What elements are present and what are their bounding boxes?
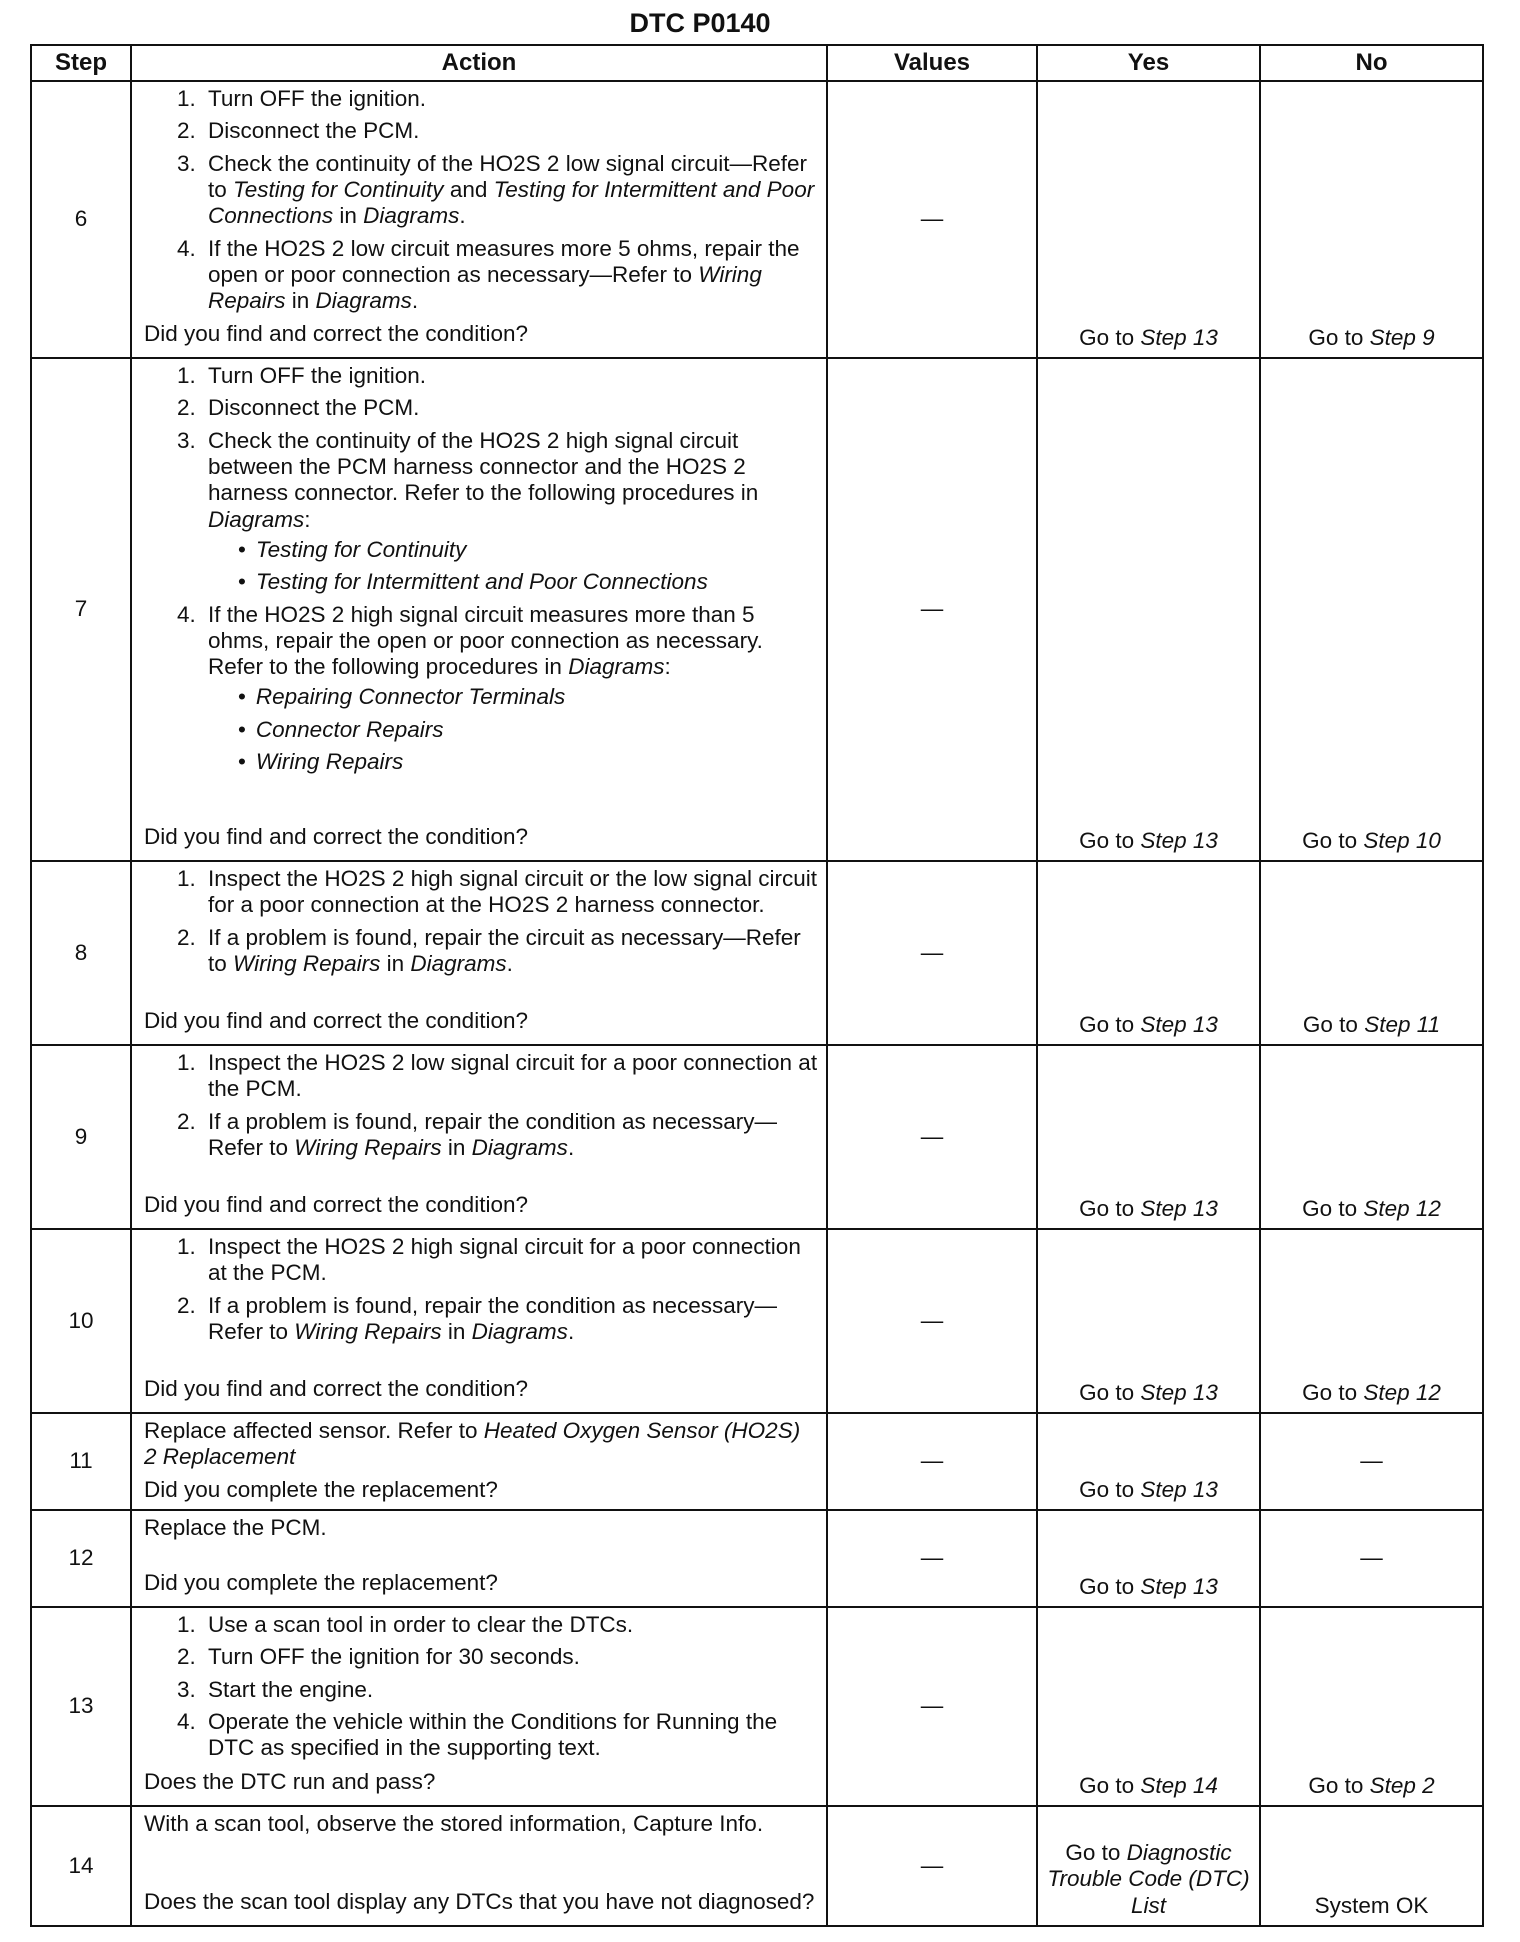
action-step-item: 3. Start the engine. [202,1677,818,1703]
action-step-item: 1. Inspect the HO2S 2 high signal circuit for a poor connection at the PCM. [202,1234,818,1287]
italic-text: Diagrams [363,203,460,229]
italic-text: Diagrams [471,1134,568,1160]
procedure-item: • Connector Repairs [232,717,818,743]
italic-text: Diagrams [315,288,412,314]
step-number: 7 [31,358,131,861]
action-steps [144,363,818,775]
action-question: Did you find and correct the condition? [144,1008,528,1034]
action-step-item: 4. Operate the vehicle within the Conditions for Running the DTC as specified in the supporting text. [202,1709,818,1762]
yes-cell: Go to Step 13 [1037,81,1260,358]
yes-cell: Go to Step 13 [1037,1413,1260,1510]
italic-text: Step 13 [1140,827,1218,853]
no-cell: Go to Step 11 [1260,861,1483,1045]
action-question: Does the scan tool display any DTCs that you have not diagnosed? [144,1889,815,1915]
values-cell: — [827,1510,1037,1607]
action-steps [144,86,818,315]
italic-text: Diagrams [471,1318,568,1344]
step-number: 13 [31,1607,131,1806]
yes-cell: Go to Diagnostic Trouble Code (DTC) List [1037,1806,1260,1926]
no-cell: Go to Step 9 [1260,81,1483,358]
action-step-item [202,602,818,776]
action-step-text: Check the continuity of the HO2S 2 high signal circuit between the PCM harness connector and the HO2S 2 harness connector. Refer to the following procedures in Diagrams: [208,427,759,532]
action-question: Does the DTC run and pass? [144,1768,436,1794]
values-cell: — [827,1607,1037,1806]
action-step-item [202,428,818,596]
action-step-item: 2. Turn OFF the ignition for 30 seconds. [202,1644,818,1670]
step-number: 9 [31,1045,131,1229]
no-cell: Go to Step 2 [1260,1607,1483,1806]
action-step-item: 1. Inspect the HO2S 2 high signal circuit or the low signal circuit for a poor connection at the HO2S 2 harness connector. [202,866,818,919]
action-steps [144,1050,818,1161]
step-number: 11 [31,1413,131,1510]
action-steps [144,1612,818,1762]
table-body [31,81,1483,1926]
document-title: DTC P0140 [629,8,771,38]
action-step-item: 1. Turn OFF the ignition. [202,86,818,112]
action-steps [144,866,818,977]
step-number: 14 [31,1806,131,1926]
action-step-text: If the HO2S 2 high signal circuit measures more than 5 ohms, repair the open or poor connection as necessary. Refer to the following procedures in Diagrams: [208,601,763,680]
yes-cell: Go to Step 13 [1037,1229,1260,1413]
action-question: Did you find and correct the condition? [144,1376,528,1402]
values-cell: — [827,1229,1037,1413]
italic-text: Step 12 [1363,1195,1441,1221]
table-row-step-7 [31,358,1483,861]
no-cell: Go to Step 12 [1260,1229,1483,1413]
table-row-step-14 [31,1806,1483,1926]
italic-text: Diagrams [568,654,665,680]
italic-text: Step 13 [1140,1379,1218,1405]
header-yes: Yes [1037,45,1260,81]
procedure-list [208,684,818,775]
italic-text: Diagrams [208,506,305,532]
action-step-item: 1. Use a scan tool in order to clear the DTCs. [202,1612,818,1638]
table-row-step-12 [31,1510,1483,1607]
action-step-item: 2. Disconnect the PCM. [202,118,818,144]
italic-text: Step 13 [1140,1573,1218,1599]
action-step-item: 2. If a problem is found, repair the circuit as necessary—Refer to Wiring Repairs in Diagrams. [202,925,818,978]
procedure-item: • Testing for Continuity [232,537,818,563]
italic-text: Step 13 [1140,1011,1218,1037]
action-cell [131,81,827,358]
values-cell: — [827,81,1037,358]
values-cell: — [827,1806,1037,1926]
action-steps [144,1234,818,1345]
step-number: 10 [31,1229,131,1413]
italic-text: Wiring Repairs [208,261,762,314]
values-cell: — [827,1045,1037,1229]
action-step-item: 3. Check the continuity of the HO2S 2 low signal circuit—Refer to Testing for Continuity and Testing for Intermittent and Poor Connections in Diagrams. [202,151,818,230]
procedure-item: • Wiring Repairs [232,749,818,775]
italic-text: Step 12 [1363,1379,1441,1405]
italic-text: Testing for Continuity [233,176,444,202]
header-step: Step [31,45,131,81]
step-number: 8 [31,861,131,1045]
action-cell [131,1413,827,1510]
procedure-item: • Repairing Connector Terminals [232,684,818,710]
values-cell: — [827,358,1037,861]
values-cell: — [827,861,1037,1045]
action-step-item: 4. If the HO2S 2 low circuit measures more 5 ohms, repair the open or poor connection as necessary—Refer to Wiring Repairs in Diagrams. [202,236,818,315]
procedure-list [208,537,818,596]
action-question: Did you find and correct the condition? [144,1192,528,1218]
table-row-step-13 [31,1607,1483,1806]
action-paragraph: Replace the PCM. [144,1515,327,1540]
yes-cell: Go to Step 13 [1037,358,1260,861]
action-question: Did you find and correct the condition? [144,320,528,346]
action-question: Did you find and correct the condition? [144,824,528,850]
action-question: Did you complete the replacement? [144,1476,498,1502]
action-step-item: 2. If a problem is found, repair the condition as necessary—Refer to Wiring Repairs in Diagrams. [202,1293,818,1346]
step-number: 12 [31,1510,131,1607]
header-values: Values [827,45,1037,81]
no-cell: Go to Step 10 [1260,358,1483,861]
diagnostic-table [30,44,1484,1927]
action-step-item: 2. Disconnect the PCM. [202,395,818,421]
action-question: Did you complete the replacement? [144,1570,498,1596]
action-cell [131,358,827,861]
table-row-step-10 [31,1229,1483,1413]
italic-text: Testing for Intermittent and Poor Connections [208,176,815,229]
action-paragraph: Replace affected sensor. Refer to Heated Oxygen Sensor (HO2S) 2 Replacement [144,1418,801,1470]
italic-text: Diagrams [410,950,507,976]
italic-text: Diagnostic Trouble Code (DTC) List [1047,1840,1250,1918]
action-step-item: 1. Inspect the HO2S 2 low signal circuit for a poor connection at the PCM. [202,1050,818,1103]
action-step-item: 1. Turn OFF the ignition. [202,363,818,389]
table-row-step-9 [31,1045,1483,1229]
italic-text: Step 13 [1140,1476,1218,1502]
yes-cell: Go to Step 13 [1037,1510,1260,1607]
italic-text: Wiring Repairs [294,1134,442,1160]
header-no: No [1260,45,1483,81]
table-row-step-8 [31,861,1483,1045]
no-cell: System OK [1260,1806,1483,1926]
italic-text: Step 2 [1369,1772,1435,1798]
header-action: Action [131,45,827,81]
action-step-item: 2. If a problem is found, repair the condition as necessary—Refer to Wiring Repairs in Diagrams. [202,1109,818,1162]
italic-text: Step 13 [1140,324,1218,350]
action-cell [131,1229,827,1413]
action-cell [131,1045,827,1229]
action-cell [131,1607,827,1806]
italic-text: Heated Oxygen Sensor (HO2S) 2 Replacement [144,1418,801,1470]
yes-cell: Go to Step 13 [1037,1045,1260,1229]
italic-text: Wiring Repairs [294,1318,442,1344]
italic-text: Step 10 [1363,827,1441,853]
no-cell: — [1260,1413,1483,1510]
table-row-step-11 [31,1413,1483,1510]
step-number: 6 [31,81,131,358]
values-cell: — [827,1413,1037,1510]
italic-text: Step 13 [1140,1195,1218,1221]
yes-cell: Go to Step 14 [1037,1607,1260,1806]
italic-text: Wiring Repairs [233,950,381,976]
italic-text: Step 14 [1140,1772,1218,1798]
yes-cell: Go to Step 13 [1037,861,1260,1045]
action-cell [131,1510,827,1607]
no-cell: Go to Step 12 [1260,1045,1483,1229]
table-row-step-6 [31,81,1483,358]
italic-text: Step 11 [1364,1011,1441,1037]
procedure-item: • Testing for Intermittent and Poor Connections [232,569,818,595]
action-cell [131,1806,827,1926]
action-cell [131,861,827,1045]
italic-text: Step 9 [1369,324,1435,350]
no-cell: — [1260,1510,1483,1607]
table-header-row [31,45,1483,81]
action-paragraph: With a scan tool, observe the stored information, Capture Info. [144,1811,764,1836]
